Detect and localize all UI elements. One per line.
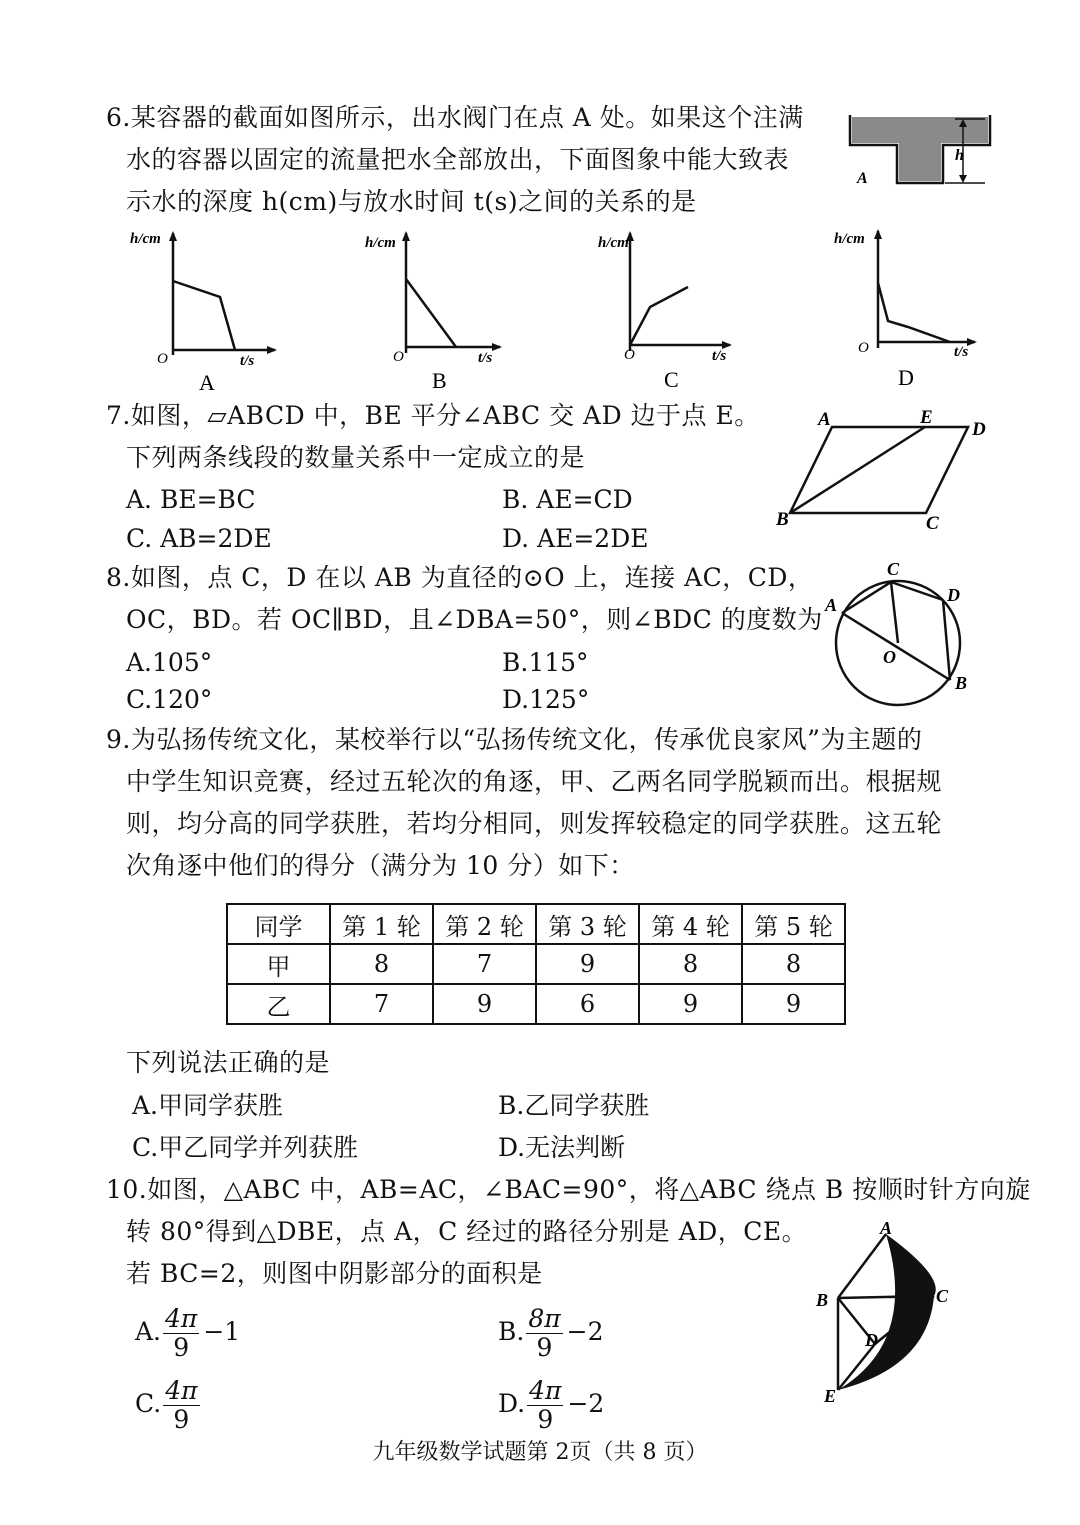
graph-option-a [125, 225, 280, 400]
q10-option-d-fraction [527, 1377, 563, 1434]
q7-line-1: 7.如图，▱ABCD 中，BE 平分∠ABC 交 AD 边于点 E。 [106, 401, 760, 430]
table-cell: 8 [742, 944, 845, 984]
circle-figure [815, 555, 990, 710]
graph-d-ylabel: h/cm [834, 231, 865, 247]
q10-option-d-tail: −2 [567, 1389, 605, 1418]
rot-label-a: A [880, 1222, 893, 1238]
q6-line-3: 示水的深度 h(cm)与放水时间 t(s)之间的关系的是 [126, 187, 697, 216]
q7-line-2: 下列两条线段的数量关系中一定成立的是 [126, 443, 586, 472]
graph-d-option: D [898, 365, 914, 390]
para-label-a: A [818, 409, 831, 430]
container-figure [845, 105, 1005, 190]
graph-option-c [590, 225, 745, 400]
table-header-cell: 第 5 轮 [742, 904, 845, 944]
q7-option-b: B. AE=CD [502, 485, 633, 514]
q6-line-1: 6.某容器的截面如图所示，出水阀门在点 A 处。如果这个注满 [106, 103, 804, 132]
q10-option-a-fraction [163, 1305, 199, 1362]
page-footer: 九年级数学试题第 2页（共 8 页） [372, 1440, 708, 1465]
q10-option-d-letter: D. [498, 1389, 526, 1418]
circle-label-c: C [887, 559, 900, 579]
table-cell: 9 [742, 984, 845, 1024]
q8-line-2: OC，BD。若 OC∥BD，且∠DBA=50°，则∠BDC 的度数为 [126, 605, 823, 634]
q10-option-b-tail: −2 [566, 1317, 604, 1346]
table-header-cell: 第 1 轮 [330, 904, 433, 944]
container-h-label: h [955, 147, 964, 164]
q10-option-b-fraction [526, 1305, 562, 1362]
q10-line-3: 若 BC=2，则图中阴影部分的面积是 [126, 1259, 543, 1288]
graph-c-xlabel: t/s [712, 348, 727, 364]
graph-option-d [830, 225, 990, 395]
q7-option-a: A. BE=BC [126, 485, 256, 514]
q7-option-c: C. AB=2DE [126, 524, 272, 553]
container-a-label: A [857, 170, 868, 187]
graph-c-ylabel: h/cm [598, 235, 629, 251]
graph-d-xlabel: t/s [954, 344, 969, 360]
table-cell: 8 [639, 944, 742, 984]
circle-label-d: D [947, 585, 960, 605]
q10-option-d-den: 9 [537, 1405, 554, 1434]
table-cell: 6 [536, 984, 639, 1024]
table-header-cell: 同学 [227, 904, 330, 944]
q8-option-b: B.115° [502, 648, 589, 677]
graph-c-origin: O [624, 347, 635, 363]
rot-label-b: B [816, 1290, 829, 1310]
q10-option-a-den: 9 [173, 1333, 190, 1362]
rot-label-d: D [865, 1330, 878, 1350]
table-cell: 乙 [227, 984, 330, 1024]
table-header-cell: 第 2 轮 [433, 904, 536, 944]
graph-d-origin: O [858, 340, 869, 356]
q10-option-a [135, 1305, 240, 1362]
table-cell: 9 [433, 984, 536, 1024]
q10-option-b-num: 8π [528, 1304, 561, 1333]
rot-label-c: C [936, 1286, 949, 1306]
q10-option-d-num: 4π [529, 1376, 562, 1405]
circle-label-b: B [955, 673, 968, 693]
table-cell: 7 [330, 984, 433, 1024]
q10-option-a-tail: −1 [203, 1317, 241, 1346]
graph-option-b [360, 225, 515, 400]
q9-option-c: C.甲乙同学并列获胜 [132, 1133, 359, 1162]
q8-option-c: C.120° [126, 685, 213, 714]
q10-option-b-letter: B. [498, 1317, 525, 1346]
table-row [227, 984, 845, 1024]
q10-option-b [498, 1305, 604, 1362]
table-cell: 9 [536, 944, 639, 984]
q9-line-3: 则，均分高的同学获胜，若均分相同，则发挥较稳定的同学获胜。这五轮 [126, 809, 943, 838]
q8-option-a: A.105° [126, 648, 213, 677]
q6-line-2: 水的容器以固定的流量把水全部放出，下面图象中能大致表 [126, 145, 790, 174]
graph-a-option: A [199, 370, 215, 395]
table-header-cell: 第 3 轮 [536, 904, 639, 944]
rot-label-e: E [824, 1386, 837, 1406]
para-label-b: B [776, 509, 789, 530]
q8-line-1: 8.如图，点 C，D 在以 AB 为直径的⊙O 上，连接 AC，CD， [106, 563, 814, 592]
table-cell: 8 [330, 944, 433, 984]
q10-option-a-letter: A. [135, 1317, 162, 1346]
q7-option-d: D. AE=2DE [502, 524, 649, 553]
table-cell: 7 [433, 944, 536, 984]
graph-a-xlabel: t/s [240, 353, 255, 369]
q10-option-b-den: 9 [536, 1333, 553, 1362]
graph-a-ylabel: h/cm [130, 231, 161, 247]
q10-option-c-letter: C. [135, 1389, 162, 1418]
q9-line-1: 9.为弘扬传统文化，某校举行以“弘扬传统文化，传承优良家风”为主题的 [106, 725, 923, 754]
para-label-e: E [920, 407, 933, 428]
circle-label-o: O [883, 647, 896, 667]
parallelogram-figure [770, 405, 1000, 535]
score-table [226, 903, 846, 1025]
rotation-figure [810, 1222, 975, 1412]
q10-line-1: 10.如图，△ABC 中，AB=AC，∠BAC=90°，将△ABC 绕点 B 按顺时针方向旋 [106, 1175, 1031, 1204]
graph-b-ylabel: h/cm [365, 235, 396, 251]
q8-option-d: D.125° [502, 685, 590, 714]
q10-option-c-num: 4π [165, 1376, 198, 1405]
graph-b-option: B [432, 368, 447, 393]
q9-option-d: D.无法判断 [498, 1133, 626, 1162]
graph-b-xlabel: t/s [478, 350, 493, 366]
table-cell: 甲 [227, 944, 330, 984]
q9-line-4: 次角逐中他们的得分（满分为 10 分）如下： [126, 851, 635, 880]
q10-option-c-fraction [163, 1377, 199, 1434]
table-row [227, 944, 845, 984]
table-header-row [227, 904, 845, 944]
table-header-cell: 第 4 轮 [639, 904, 742, 944]
q10-option-c-den: 9 [173, 1405, 190, 1434]
q10-option-c [135, 1377, 204, 1434]
circle-label-a: A [825, 595, 838, 615]
q10-option-a-num: 4π [165, 1304, 198, 1333]
para-label-c: C [926, 513, 939, 534]
graph-c-option: C [664, 367, 679, 392]
table-cell: 9 [639, 984, 742, 1024]
q10-line-2: 转 80°得到△DBE，点 A，C 经过的路径分别是 AD，CE。 [126, 1217, 808, 1246]
graph-a-origin: O [157, 351, 168, 367]
graph-b-origin: O [393, 349, 404, 365]
q9-line-2: 中学生知识竞赛，经过五轮次的角逐，甲、乙两名同学脱颖而出。根据规 [126, 767, 943, 796]
q10-option-d [498, 1377, 604, 1434]
q9-prompt: 下列说法正确的是 [126, 1048, 331, 1077]
para-label-d: D [972, 419, 986, 440]
q9-option-b: B.乙同学获胜 [498, 1091, 650, 1120]
q9-option-a: A.甲同学获胜 [132, 1091, 284, 1120]
